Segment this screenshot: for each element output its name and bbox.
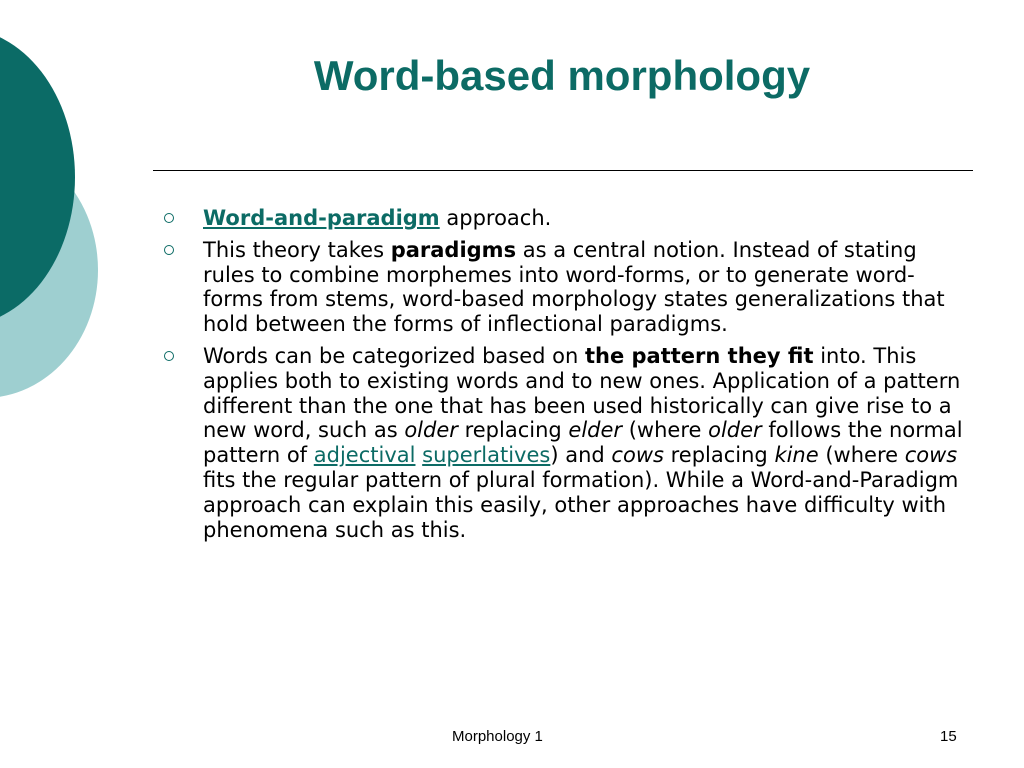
bullet-item-1 bbox=[164, 206, 970, 231]
bullet-text: replacing bbox=[457, 418, 569, 443]
bullet-text: follows the normal pattern of bbox=[203, 418, 963, 468]
bold-term-paradigms: paradigms bbox=[390, 237, 517, 262]
footer-title: Morphology 1 bbox=[452, 728, 543, 745]
bullet-item-2 bbox=[164, 238, 970, 337]
bullet-text: replacing bbox=[663, 443, 775, 468]
bullet-list bbox=[164, 206, 970, 549]
bullet-text: ) and bbox=[550, 443, 612, 468]
italic-term: kine bbox=[774, 443, 819, 468]
bullet-text: into. This applies both to existing words and to new ones. Application of a pattern different than the one that has been used historically can give rise to a new word, such as bbox=[203, 343, 961, 443]
adjectival-link[interactable]: adjectival bbox=[313, 443, 416, 468]
bullet-icon bbox=[164, 213, 174, 223]
bullet-text: (where bbox=[818, 443, 905, 468]
bullet-text: (where bbox=[622, 418, 709, 443]
bullet-icon bbox=[164, 245, 174, 255]
italic-term: cows bbox=[904, 443, 958, 468]
bullet-text: This theory takes bbox=[203, 237, 391, 262]
title-divider bbox=[153, 170, 973, 171]
bullet-text: approach. bbox=[439, 206, 552, 230]
bullet-icon bbox=[164, 351, 174, 361]
word-and-paradigm-link[interactable]: Word-and-paradigm bbox=[203, 206, 440, 230]
italic-term: older bbox=[708, 418, 762, 443]
bold-term-pattern: the pattern they fit bbox=[584, 343, 814, 368]
italic-term: older bbox=[404, 418, 458, 443]
page-number: 15 bbox=[940, 728, 957, 745]
bullet-text: Words can be categorized based on bbox=[203, 343, 585, 368]
slide-title: Word-based morphology bbox=[313, 52, 811, 99]
superlatives-link[interactable]: superlatives bbox=[422, 443, 551, 468]
italic-term: elder bbox=[568, 418, 623, 443]
bullet-text: as a central notion. Instead of stating rules to combine morphemes into word-forms, or to generate word-forms from stems, word-based morphology states generalizations that hold between the forms of inflectional paradigms. bbox=[203, 237, 945, 337]
bullet-item-3 bbox=[164, 344, 970, 542]
italic-term: cows bbox=[611, 443, 664, 468]
bullet-text: fits the regular pattern of plural formation). While a Word-and-Paradigm approach can explain this easily, other approaches have difficulty with phenomena such as this. bbox=[203, 467, 959, 542]
